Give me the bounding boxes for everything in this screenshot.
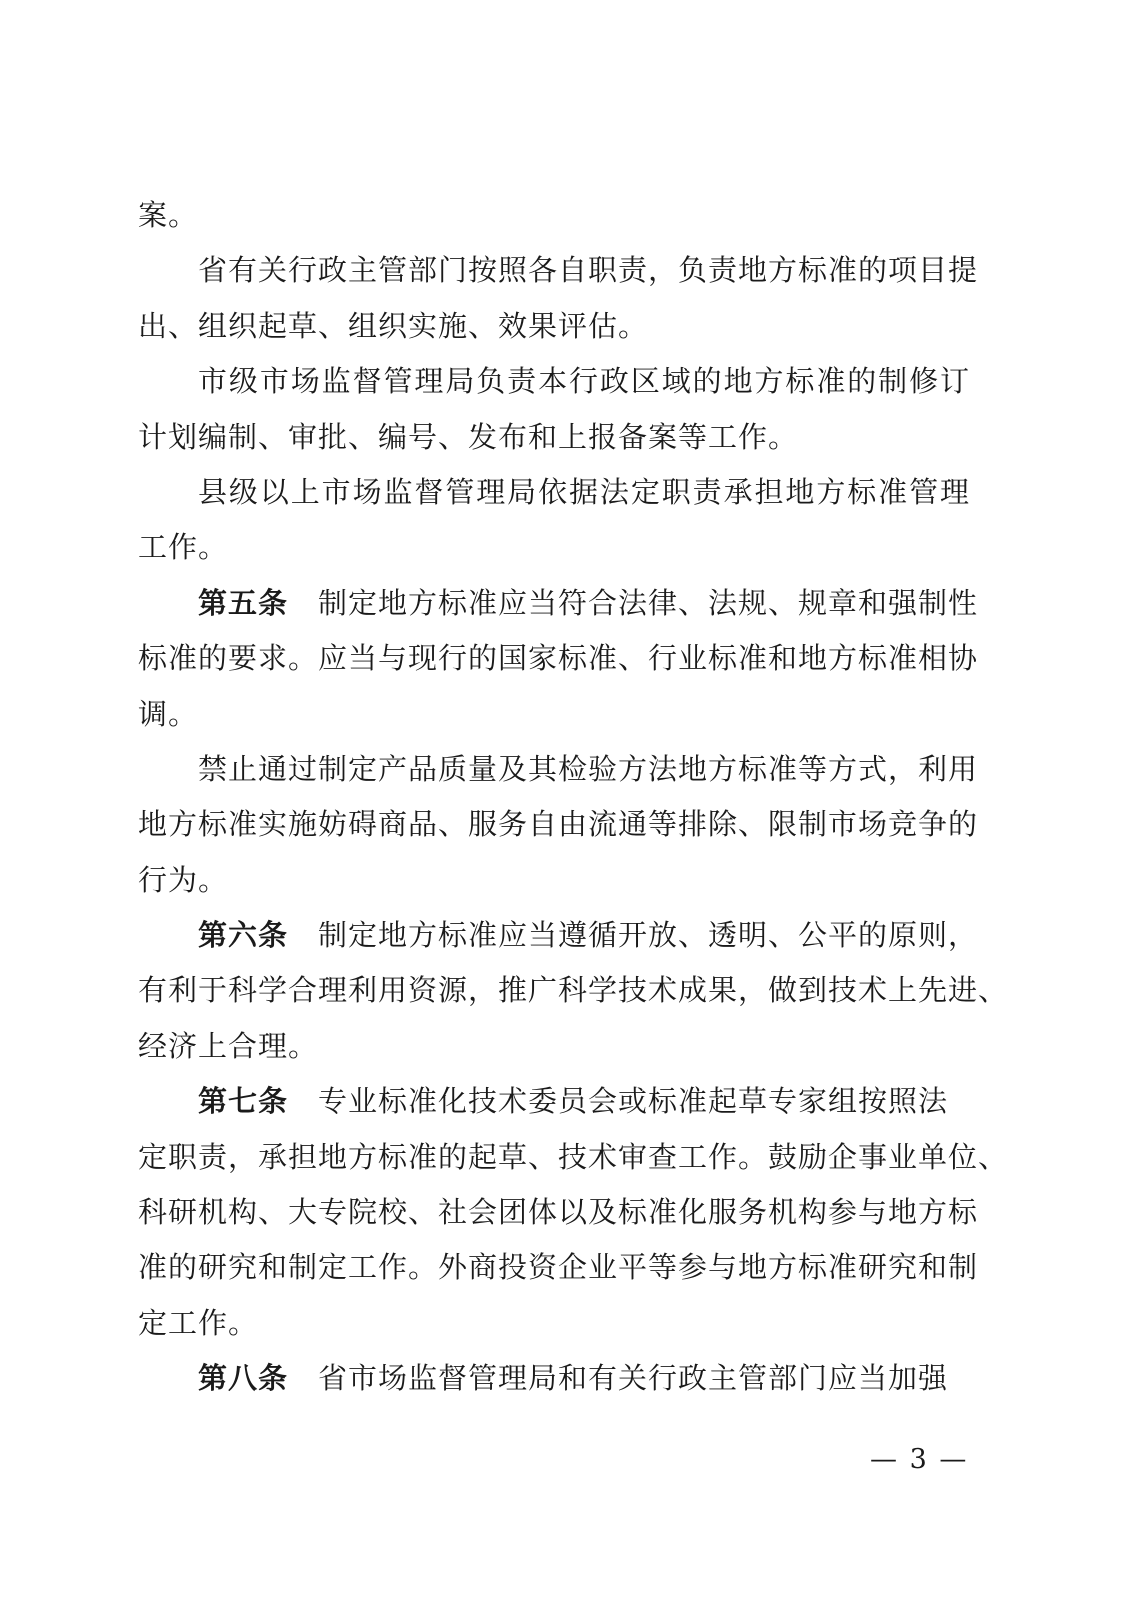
text-line	[138, 1240, 979, 1295]
line-text: 准的研究和制定工作。外商投资企业平等参与地方标准研究和制	[138, 1250, 979, 1285]
text-line	[138, 520, 970, 575]
line-text: 出、组织起草、组织实施、效果评估。	[138, 308, 649, 343]
line-text: 经济上合理。	[138, 1028, 319, 1063]
paragraph-first-line	[138, 742, 979, 797]
article-number: 第八条	[198, 1361, 289, 1396]
text-line	[138, 687, 970, 742]
text-line	[138, 631, 979, 686]
line-text: 省市场监督管理局和有关行政主管部门应当加强	[318, 1361, 949, 1396]
text-line	[138, 1296, 970, 1351]
line-text: 案。	[138, 198, 199, 232]
text-line	[138, 410, 970, 465]
article-first-line	[138, 908, 979, 963]
article-first-line	[138, 576, 979, 631]
text-line	[138, 1185, 979, 1240]
line-text: 定职责，承担地方标准的起草、技术审查工作。鼓励企事业单位、	[138, 1139, 1009, 1174]
line-text: 有利于科学合理利用资源，推广科学技术成果，做到技术上先进、	[138, 973, 1009, 1008]
page-number: — 3 —	[870, 1444, 969, 1475]
paragraph-first-line	[138, 354, 970, 409]
article-number: 第六条	[198, 918, 289, 953]
line-text: 专业标准化技术委员会或标准起草专家组按照法	[318, 1084, 949, 1119]
line-text: 市级市场监督管理局负责本行政区域的地方标准的制修订	[198, 364, 970, 399]
paragraph-first-line	[138, 243, 979, 298]
text-line	[138, 1130, 1009, 1185]
line-text: 科研机构、大专院校、社会团体以及标准化服务机构参与地方标	[138, 1195, 979, 1230]
line-text: 行为。	[138, 862, 229, 897]
article-number: 第七条	[198, 1084, 289, 1119]
line-text: 定工作。	[138, 1305, 259, 1340]
text-line	[138, 1019, 970, 1074]
text-line	[138, 853, 970, 908]
line-text: 工作。	[138, 530, 229, 565]
article-number: 第五条	[198, 585, 289, 620]
line-text: 省有关行政主管部门按照各自职责，负责地方标准的项目提	[198, 253, 979, 288]
text-line	[138, 797, 979, 852]
line-text: 制定地方标准应当遵循开放、透明、公平的原则，	[318, 918, 979, 953]
line-text: 地方标准实施妨碍商品、服务自由流通等排除、限制市场竞争的	[138, 807, 979, 842]
paragraph-first-line	[138, 465, 970, 520]
line-text: 禁止通过制定产品质量及其检验方法地方标准等方式，利用	[198, 751, 979, 786]
line-text: 计划编制、审批、编号、发布和上报备案等工作。	[138, 419, 799, 454]
line-text: 县级以上市场监督管理局依据法定职责承担地方标准管理	[198, 474, 970, 509]
document-body	[138, 188, 1009, 1407]
line-text: 制定地方标准应当符合法律、法规、规章和强制性	[318, 585, 979, 620]
text-line	[138, 299, 970, 354]
text-line	[138, 963, 1009, 1018]
line-text: 调。	[138, 696, 199, 731]
article-first-line	[138, 1074, 970, 1129]
article-first-line	[138, 1351, 970, 1406]
text-line	[138, 188, 970, 243]
line-text: 标准的要求。应当与现行的国家标准、行业标准和地方标准相协	[138, 641, 979, 676]
